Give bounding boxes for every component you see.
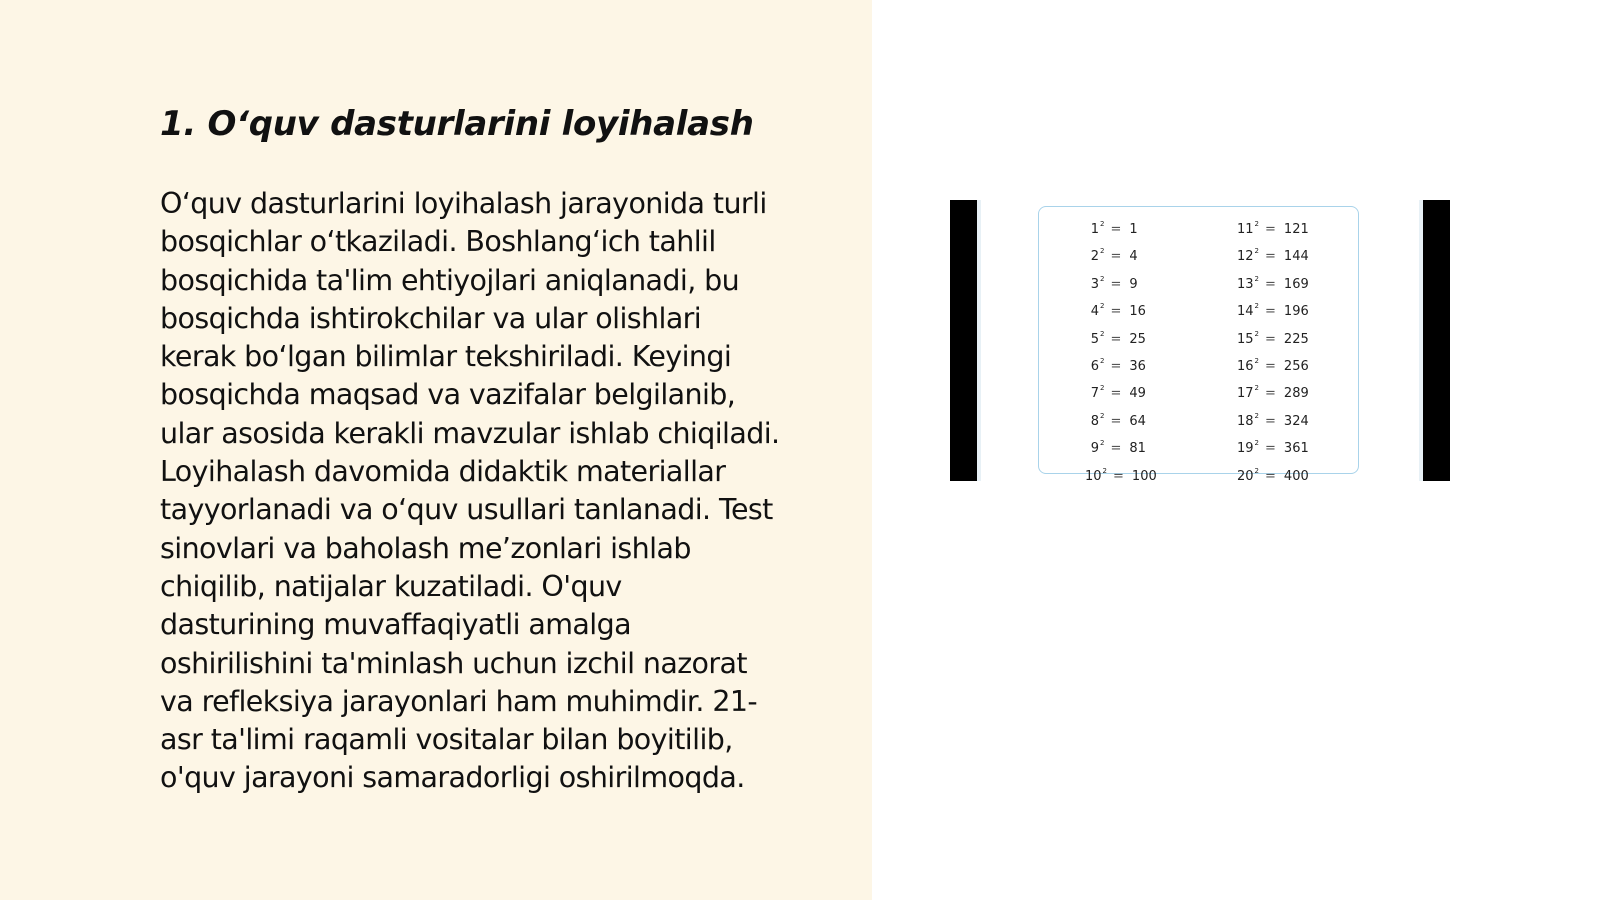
square-result: 49	[1129, 386, 1146, 402]
square-result: 169	[1283, 276, 1309, 292]
body-line: bosqichlar o‘tkaziladi. Boshlang‘ich tahlil	[160, 225, 716, 259]
body-line: Loyihalash davomida didaktik materiallar	[160, 455, 726, 489]
square-exponent: 2	[1254, 411, 1260, 420]
square-row	[1085, 375, 1157, 402]
square-row	[1237, 211, 1309, 238]
equals-sign: =	[1110, 222, 1122, 237]
square-exponent: 2	[1100, 220, 1105, 228]
square-row	[1237, 375, 1309, 402]
square-result: 225	[1283, 331, 1309, 347]
square-exponent: 2	[1254, 439, 1260, 448]
body-line: ular asosida kerakli mavzular ishlab chiqiladi.	[160, 416, 780, 450]
square-base: 16	[1237, 358, 1254, 374]
square-result: 16	[1129, 304, 1146, 320]
square-base: 4	[1090, 304, 1099, 320]
equals-sign: =	[1110, 331, 1122, 347]
square-result: 121	[1283, 222, 1309, 237]
square-base: 9	[1090, 441, 1099, 457]
body-line: va refleksiya jarayonlari ham muhimdir. 21-	[160, 684, 758, 718]
square-exponent: 2	[1254, 356, 1260, 365]
square-base: 1	[1090, 222, 1099, 237]
square-result: 400	[1283, 468, 1309, 484]
equals-sign: =	[1110, 249, 1122, 265]
squares-column-right	[1237, 211, 1309, 485]
equals-sign: =	[1110, 304, 1122, 320]
square-base: 3	[1090, 276, 1099, 292]
square-base: 18	[1237, 413, 1254, 429]
square-exponent: 2	[1100, 274, 1105, 283]
square-result: 256	[1283, 358, 1309, 374]
square-base: 15	[1237, 331, 1254, 347]
equals-sign: =	[1110, 386, 1122, 402]
square-result: 1	[1129, 222, 1138, 237]
equals-sign: =	[1265, 249, 1276, 265]
body-line: asr ta'limi raqamli vositalar bilan boyitilib,	[160, 723, 733, 757]
body-line: dasturining muvaffaqiyatli amalga	[160, 608, 631, 642]
square-row	[1237, 293, 1309, 320]
square-exponent: 2	[1102, 466, 1108, 475]
square-base: 6	[1090, 358, 1099, 374]
square-result: 324	[1283, 413, 1309, 429]
square-base: 17	[1237, 386, 1254, 402]
body-line: bosqichda ishtirokchilar va ular olishlari	[160, 301, 702, 335]
square-row	[1085, 458, 1157, 485]
square-row	[1085, 211, 1157, 238]
square-result: 36	[1129, 358, 1146, 374]
slide-body-text	[160, 185, 840, 798]
square-row	[1085, 403, 1157, 430]
left-black-bar	[950, 200, 977, 481]
equals-sign: =	[1265, 222, 1276, 237]
square-result: 64	[1129, 413, 1146, 429]
square-exponent: 2	[1100, 356, 1105, 365]
body-line: tayyorlanadi va o‘quv usullari tanlanadi. Test	[160, 493, 773, 527]
square-exponent: 2	[1100, 302, 1105, 311]
equals-sign: =	[1110, 358, 1122, 374]
body-line: bosqichda maqsad va vazifalar belgilanib,	[160, 378, 736, 412]
square-base: 19	[1237, 441, 1254, 457]
equals-sign: =	[1265, 331, 1276, 347]
equals-sign: =	[1110, 276, 1122, 292]
square-row	[1085, 321, 1157, 348]
square-exponent: 2	[1254, 329, 1260, 338]
square-row	[1237, 458, 1309, 485]
square-base: 13	[1237, 276, 1254, 292]
square-base: 5	[1090, 331, 1099, 347]
square-base: 7	[1090, 386, 1099, 402]
equals-sign: =	[1110, 413, 1122, 429]
body-line: oshirilishini ta'minlash uchun izchil nazorat	[160, 646, 747, 680]
slide-title: 1. O‘quv dasturlarini loyihalash	[160, 104, 754, 144]
square-result: 4	[1129, 249, 1138, 265]
square-base: 11	[1237, 222, 1254, 237]
square-row	[1237, 321, 1309, 348]
body-line: o'quv jarayoni samaradorligi oshirilmoqda.	[160, 761, 745, 795]
body-line: O‘quv dasturlarini loyihalash jarayonida turli	[160, 187, 767, 220]
body-line: kerak bo‘lgan bilimlar tekshiriladi. Keyingi	[160, 340, 732, 374]
equals-sign: =	[1265, 441, 1276, 457]
square-row	[1237, 430, 1309, 457]
square-base: 12	[1237, 249, 1254, 265]
square-row	[1237, 238, 1309, 265]
squares-table-card	[1038, 206, 1359, 484]
square-result: 9	[1129, 276, 1138, 292]
equals-sign: =	[1265, 358, 1276, 374]
square-result: 289	[1283, 386, 1309, 402]
square-exponent: 2	[1100, 329, 1105, 338]
equals-sign: =	[1113, 468, 1124, 484]
square-result: 144	[1283, 249, 1309, 265]
square-row	[1085, 293, 1157, 320]
square-exponent: 2	[1100, 384, 1105, 393]
square-exponent: 2	[1254, 220, 1260, 228]
square-result: 100	[1131, 468, 1157, 484]
squares-figure	[950, 200, 1450, 484]
body-line: sinovlari va baholash me’zonlari ishlab	[160, 531, 691, 565]
square-row	[1085, 430, 1157, 457]
square-row	[1237, 348, 1309, 375]
body-line: chiqilib, natijalar kuzatiladi. O'quv	[160, 569, 622, 603]
square-row	[1085, 348, 1157, 375]
square-base: 10	[1085, 468, 1102, 484]
square-exponent: 2	[1254, 466, 1260, 475]
square-base: 20	[1237, 468, 1254, 484]
square-exponent: 2	[1254, 274, 1260, 283]
squares-column-left	[1085, 211, 1157, 485]
square-row	[1085, 238, 1157, 265]
square-exponent: 2	[1100, 411, 1105, 420]
square-exponent: 2	[1100, 247, 1105, 256]
equals-sign: =	[1265, 468, 1276, 484]
square-row	[1237, 403, 1309, 430]
square-result: 361	[1283, 441, 1309, 457]
equals-sign: =	[1265, 386, 1276, 402]
square-result: 25	[1129, 331, 1146, 347]
square-row	[1237, 266, 1309, 293]
equals-sign: =	[1265, 276, 1276, 292]
equals-sign: =	[1110, 441, 1122, 457]
equals-sign: =	[1265, 413, 1276, 429]
square-base: 14	[1237, 304, 1254, 320]
body-line: bosqichida ta'lim ehtiyojlari aniqlanadi, bu	[160, 263, 740, 297]
equals-sign: =	[1265, 304, 1276, 320]
square-row	[1085, 266, 1157, 293]
square-result: 196	[1283, 304, 1309, 320]
square-base: 2	[1090, 249, 1099, 265]
square-result: 81	[1129, 441, 1146, 457]
square-exponent: 2	[1254, 384, 1260, 393]
square-exponent: 2	[1254, 247, 1260, 256]
square-exponent: 2	[1100, 439, 1105, 448]
right-black-bar	[1423, 200, 1450, 481]
square-exponent: 2	[1254, 302, 1260, 311]
square-base: 8	[1090, 413, 1099, 429]
